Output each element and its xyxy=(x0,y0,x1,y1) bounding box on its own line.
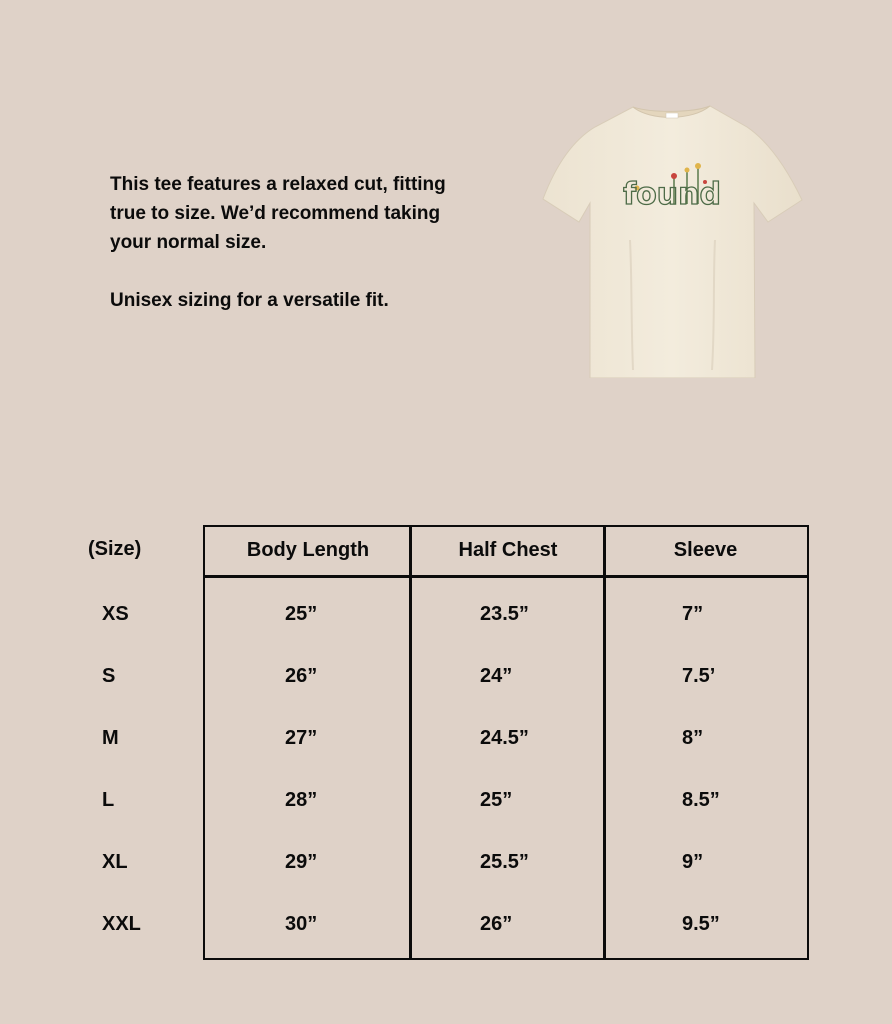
size-label-xxl: XXL xyxy=(102,913,141,935)
sleeve-s: 7.5’ xyxy=(682,665,716,687)
half-chest-xs: 23.5” xyxy=(480,603,529,625)
column-divider xyxy=(603,527,606,958)
header-divider xyxy=(205,575,807,578)
header-sleeve: Sleeve xyxy=(673,539,738,561)
body-length-xs: 25” xyxy=(285,603,318,625)
tshirt-body xyxy=(543,106,802,378)
body-length-xxl: 30” xyxy=(285,913,318,935)
body-length-m: 27” xyxy=(285,727,318,749)
fit-description xyxy=(110,170,510,315)
sleeve-xxl: 9.5” xyxy=(682,913,720,935)
size-label-m: M xyxy=(102,727,119,749)
body-length-l: 28” xyxy=(285,789,318,811)
sleeve-xl: 9” xyxy=(682,851,704,873)
sleeve-xs: 7” xyxy=(682,603,704,625)
fit-line-3: your normal size. xyxy=(110,232,267,253)
size-column-header: (Size) xyxy=(88,538,142,560)
fit-line-1: This tee features a relaxed cut, fitting xyxy=(110,174,446,195)
fit-paragraph xyxy=(110,170,510,257)
half-chest-l: 25” xyxy=(480,789,513,811)
header-half-chest: Half Chest xyxy=(458,539,558,561)
size-label-xl: XL xyxy=(102,851,128,873)
body-length-s: 26” xyxy=(285,665,318,687)
size-label-s: S xyxy=(102,665,116,687)
sleeve-l: 8.5” xyxy=(682,789,720,811)
half-chest-xl: 25.5” xyxy=(480,851,529,873)
neck-tag xyxy=(666,113,678,118)
tshirt-image xyxy=(540,100,805,378)
half-chest-xxl: 26” xyxy=(480,913,513,935)
size-chart-table xyxy=(203,525,809,960)
found-graphic-text: found xyxy=(623,177,721,212)
header-body-length: Body Length xyxy=(246,539,370,561)
unisex-note: Unisex sizing for a versatile fit. xyxy=(110,290,389,311)
body-length-xl: 29” xyxy=(285,851,318,873)
half-chest-s: 24” xyxy=(480,665,513,687)
size-label-l: L xyxy=(102,789,115,811)
column-divider xyxy=(409,527,412,958)
size-label-xs: XS xyxy=(102,603,129,625)
sleeve-m: 8” xyxy=(682,727,704,749)
half-chest-m: 24.5” xyxy=(480,727,529,749)
fit-line-2: true to size. We’d recommend taking xyxy=(110,203,441,224)
